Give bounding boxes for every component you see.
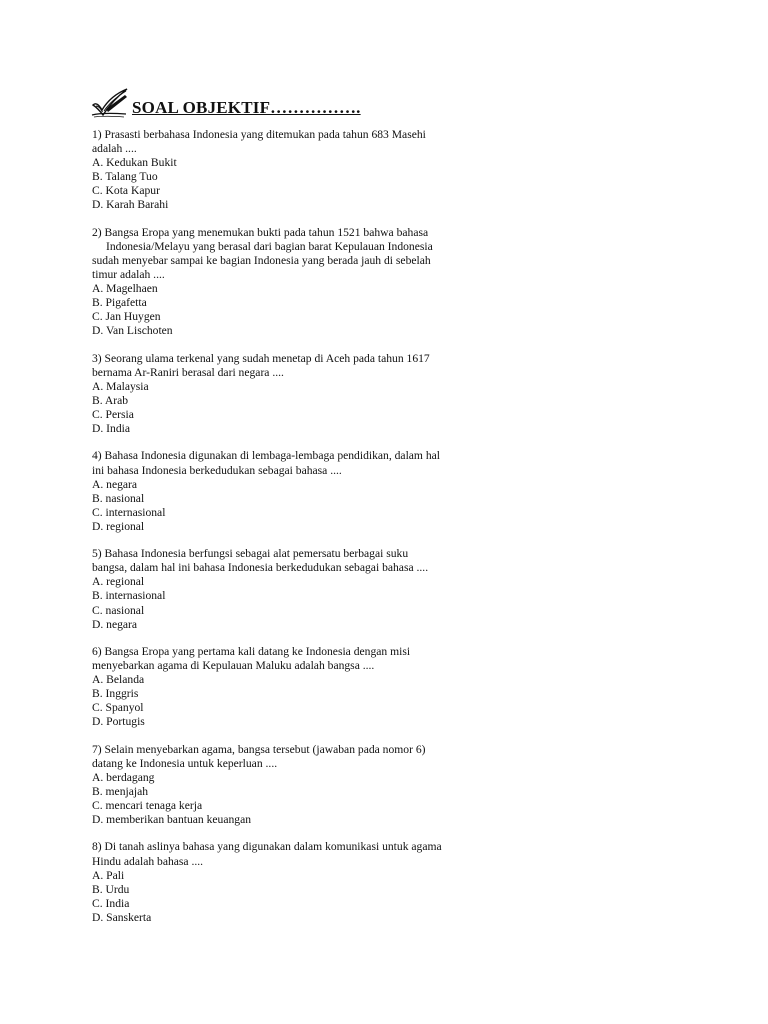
answer-option: D. Sanskerta [92,910,152,924]
question-2 [92,226,502,339]
answer-option: D. Karah Barahi [92,198,169,212]
answer-option: B. Pigafetta [92,296,147,310]
question-text: 8) Di tanah aslinya bahasa yang digunakan dalam komunikasi untuk agama [92,840,442,854]
answer-option: B. Arab [92,393,129,407]
answer-option: C. Kota Kapur [92,184,160,198]
question-text: ini bahasa Indonesia berkedudukan sebagai bahasa .... [92,463,342,477]
question-8 [92,840,502,925]
answer-option: A. negara [92,477,138,491]
question-text: datang ke Indonesia untuk keperluan .... [92,756,278,770]
question-1 [92,128,502,213]
question-text: 3) Seorang ulama terkenal yang sudah menetap di Aceh pada tahun 1617 [92,351,430,365]
question-text: 5) Bahasa Indonesia berfungsi sebagai alat pemersatu berbagai suku [92,547,409,561]
question-6 [92,645,502,730]
question-text: sudah menyebar sampai ke bagian Indonesia yang berada jauh di sebelah [92,253,431,267]
answer-option: A. Pali [92,868,125,882]
answer-option: D. Portugis [92,715,145,729]
question-5 [92,547,502,632]
answer-option: B. nasional [92,491,145,505]
answer-option: B. Urdu [92,882,130,896]
answer-option: D. India [92,422,130,436]
answer-option: B. Inggris [92,687,139,701]
question-text: 7) Selain menyebarkan agama, bangsa tersebut (jawaban pada nomor 6) [92,742,426,756]
question-text: 2) Bangsa Eropa yang menemukan bukti pada tahun 1521 bahwa bahasa [92,225,429,239]
answer-option: A. Belanda [92,673,145,687]
question-text: 6) Bangsa Eropa yang pertama kali datang ke Indonesia dengan misi [92,644,411,658]
question-4 [92,449,502,534]
answer-option: C. Spanyol [92,701,144,715]
question-text: 1) Prasasti berbahasa Indonesia yang ditemukan pada tahun 683 Masehi [92,128,426,141]
answer-option: C. Persia [92,408,134,422]
answer-option: B. internasional [92,589,166,603]
question-list [92,128,502,938]
answer-option: C. Jan Huygen [92,310,161,324]
answer-option: A. Kedukan Bukit [92,156,177,170]
answer-option: B. Talang Tuo [92,170,158,184]
answer-option: C. mencari tenaga kerja [92,799,203,813]
answer-option: B. menjajah [92,784,149,798]
section-heading [90,88,490,120]
page-title: SOAL OBJEKTIF……………. [132,98,361,117]
question-text: bernama Ar-Raniri berasal dari negara .... [92,365,284,379]
question-text: 4) Bahasa Indonesia digunakan di lembaga-lembaga pendidikan, dalam hal [92,449,441,463]
answer-option: C. India [92,896,130,910]
question-3 [92,352,502,437]
answer-option: C. internasional [92,505,166,519]
answer-option: A. Malaysia [92,379,149,393]
question-text: timur adalah .... [92,268,165,282]
answer-option: C. nasional [92,603,145,617]
answer-option: D. regional [92,519,145,533]
question-text: menyebarkan agama di Kepulauan Maluku adalah bangsa .... [92,659,375,673]
pen-checkmark-icon [90,88,130,123]
answer-option: D. memberikan bantuan keuangan [92,813,252,827]
question-text: Indonesia/Melayu yang berasal dari bagian barat Kepulauan Indonesia [106,239,433,253]
answer-option: D. negara [92,617,138,631]
answer-option: A. Magelhaen [92,282,158,296]
question-text: Hindu adalah bahasa .... [92,854,204,868]
answer-option: D. Van Lischoten [92,324,173,338]
question-text: adalah .... [92,142,137,156]
question-7 [92,743,502,828]
question-text: bangsa, dalam hal ini bahasa Indonesia berkedudukan sebagai bahasa .... [92,561,429,575]
answer-option: A. regional [92,575,145,589]
answer-option: A. berdagang [92,770,155,784]
